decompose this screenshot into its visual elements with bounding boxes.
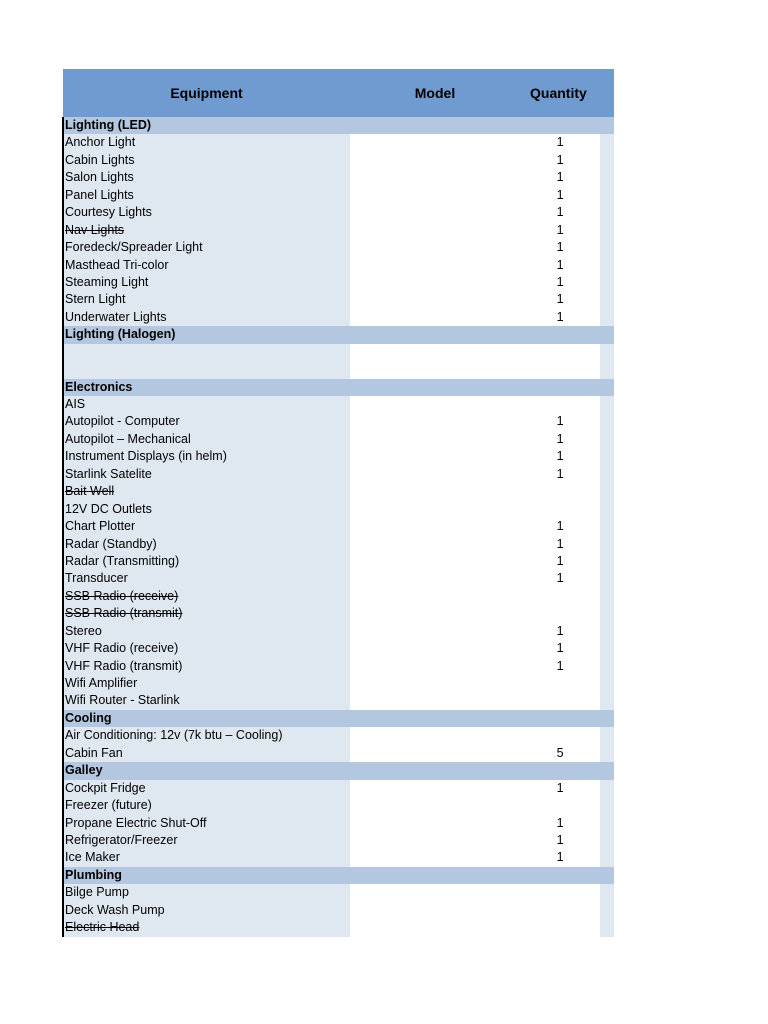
model-cell	[350, 379, 520, 396]
quantity-cell: 1	[520, 187, 600, 204]
model-cell	[350, 187, 520, 204]
filler-cell	[600, 884, 614, 901]
quantity-cell	[520, 867, 600, 884]
table-row	[64, 257, 614, 274]
equipment-cell: Stern Light	[64, 291, 350, 308]
table-row	[64, 884, 614, 901]
quantity-cell: 1	[520, 536, 600, 553]
quantity-cell: 1	[520, 518, 600, 535]
equipment-cell: VHF Radio (receive)	[64, 640, 350, 657]
table-row	[64, 797, 614, 814]
model-cell	[350, 588, 520, 605]
quantity-cell	[520, 501, 600, 518]
quantity-cell	[520, 588, 600, 605]
quantity-cell: 1	[520, 257, 600, 274]
table-row	[64, 832, 614, 849]
model-cell	[350, 326, 520, 343]
quantity-cell	[520, 692, 600, 709]
table-row	[64, 919, 614, 936]
model-cell	[350, 797, 520, 814]
model-cell	[350, 204, 520, 221]
table-body	[62, 117, 614, 937]
equipment-cell: Panel Lights	[64, 187, 350, 204]
quantity-cell	[520, 762, 600, 779]
table-row	[64, 501, 614, 518]
equipment-cell: Underwater Lights	[64, 309, 350, 326]
equipment-cell: VHF Radio (transmit)	[64, 658, 350, 675]
filler-cell	[600, 291, 614, 308]
table-row	[64, 361, 614, 378]
model-cell	[350, 274, 520, 291]
model-cell	[350, 832, 520, 849]
filler-cell	[600, 309, 614, 326]
equipment-cell	[64, 344, 350, 361]
quantity-cell: 1	[520, 204, 600, 221]
section-row	[64, 762, 614, 779]
equipment-cell: Foredeck/Spreader Light	[64, 239, 350, 256]
model-cell	[350, 518, 520, 535]
table-row	[64, 431, 614, 448]
model-cell	[350, 640, 520, 657]
table-row	[64, 849, 614, 866]
table-row	[64, 588, 614, 605]
section-title: Electronics	[64, 379, 350, 396]
model-cell	[350, 413, 520, 430]
table-row	[64, 396, 614, 413]
quantity-cell: 1	[520, 448, 600, 465]
model-cell	[350, 902, 520, 919]
filler-cell	[600, 588, 614, 605]
model-cell	[350, 727, 520, 744]
equipment-cell: Freezer (future)	[64, 797, 350, 814]
quantity-cell: 1	[520, 239, 600, 256]
equipment-cell: Propane Electric Shut-Off	[64, 815, 350, 832]
table-row	[64, 448, 614, 465]
quantity-cell: 1	[520, 832, 600, 849]
model-cell	[350, 448, 520, 465]
equipment-cell: Radar (Transmitting)	[64, 553, 350, 570]
filler-cell	[600, 448, 614, 465]
equipment-cell: Steaming Light	[64, 274, 350, 291]
filler-cell	[600, 902, 614, 919]
equipment-cell	[64, 361, 350, 378]
model-cell	[350, 361, 520, 378]
quantity-cell: 1	[520, 466, 600, 483]
model-cell	[350, 501, 520, 518]
equipment-cell: Salon Lights	[64, 169, 350, 186]
filler-cell	[600, 431, 614, 448]
table-row	[64, 605, 614, 622]
model-cell	[350, 396, 520, 413]
model-cell	[350, 919, 520, 936]
table-row	[64, 727, 614, 744]
model-cell	[350, 536, 520, 553]
table-row	[64, 309, 614, 326]
filler-cell	[600, 710, 614, 727]
quantity-cell: 1	[520, 274, 600, 291]
quantity-cell: 1	[520, 152, 600, 169]
model-cell	[350, 692, 520, 709]
quantity-cell	[520, 379, 600, 396]
section-title: Galley	[64, 762, 350, 779]
filler-cell	[600, 396, 614, 413]
filler-cell	[600, 815, 614, 832]
equipment-cell: Nav Lights	[64, 222, 350, 239]
quantity-cell	[520, 902, 600, 919]
table-row	[64, 570, 614, 587]
table-row	[64, 692, 614, 709]
model-cell	[350, 117, 520, 134]
filler-cell	[600, 152, 614, 169]
model-cell	[350, 344, 520, 361]
filler-cell	[600, 849, 614, 866]
equipment-cell: 12V DC Outlets	[64, 501, 350, 518]
quantity-cell: 1	[520, 640, 600, 657]
equipment-cell: Courtesy Lights	[64, 204, 350, 221]
table-row	[64, 623, 614, 640]
model-cell	[350, 605, 520, 622]
filler-cell	[600, 797, 614, 814]
filler-cell	[600, 483, 614, 500]
table-row	[64, 134, 614, 151]
quantity-cell: 1	[520, 553, 600, 570]
equipment-cell: Chart Plotter	[64, 518, 350, 535]
model-cell	[350, 675, 520, 692]
table-row	[64, 640, 614, 657]
table-row	[64, 152, 614, 169]
model-cell	[350, 884, 520, 901]
equipment-cell: Wifi Router - Starlink	[64, 692, 350, 709]
model-cell	[350, 570, 520, 587]
section-row	[64, 117, 614, 134]
filler-cell	[600, 762, 614, 779]
equipment-cell: AIS	[64, 396, 350, 413]
quantity-cell	[520, 919, 600, 936]
filler-cell	[600, 326, 614, 343]
table-row	[64, 745, 614, 762]
model-cell	[350, 466, 520, 483]
equipment-cell: Instrument Displays (in helm)	[64, 448, 350, 465]
filler-cell	[600, 832, 614, 849]
quantity-cell: 1	[520, 780, 600, 797]
filler-cell	[600, 745, 614, 762]
quantity-cell	[520, 884, 600, 901]
filler-cell	[600, 640, 614, 657]
section-title: Lighting (Halogen)	[64, 326, 350, 343]
table-row	[64, 344, 614, 361]
quantity-cell	[520, 727, 600, 744]
table-row	[64, 658, 614, 675]
quantity-cell	[520, 605, 600, 622]
quantity-cell	[520, 396, 600, 413]
header-equipment: Equipment	[170, 85, 243, 101]
filler-cell	[600, 780, 614, 797]
equipment-cell: Air Conditioning: 12v (7k btu – Cooling)	[64, 727, 350, 744]
filler-cell	[600, 553, 614, 570]
quantity-cell: 1	[520, 413, 600, 430]
table-row	[64, 291, 614, 308]
quantity-cell: 1	[520, 309, 600, 326]
filler-cell	[600, 361, 614, 378]
equipment-cell: Transducer	[64, 570, 350, 587]
table-row	[64, 553, 614, 570]
filler-cell	[600, 239, 614, 256]
model-cell	[350, 169, 520, 186]
model-cell	[350, 553, 520, 570]
quantity-cell: 5	[520, 745, 600, 762]
table-row	[64, 902, 614, 919]
equipment-cell: SSB Radio (receive)	[64, 588, 350, 605]
quantity-cell	[520, 117, 600, 134]
model-cell	[350, 780, 520, 797]
model-cell	[350, 431, 520, 448]
equipment-cell: Wifi Amplifier	[64, 675, 350, 692]
model-cell	[350, 867, 520, 884]
equipment-cell: Autopilot – Mechanical	[64, 431, 350, 448]
equipment-cell: SSB Radio (transmit)	[64, 605, 350, 622]
section-row	[64, 379, 614, 396]
quantity-cell: 1	[520, 291, 600, 308]
quantity-cell	[520, 344, 600, 361]
model-cell	[350, 745, 520, 762]
equipment-cell: Refrigerator/Freezer	[64, 832, 350, 849]
model-cell	[350, 710, 520, 727]
filler-cell	[600, 692, 614, 709]
model-cell	[350, 257, 520, 274]
section-title: Lighting (LED)	[64, 117, 350, 134]
equipment-cell: Anchor Light	[64, 134, 350, 151]
filler-cell	[600, 623, 614, 640]
filler-cell	[600, 727, 614, 744]
model-cell	[350, 762, 520, 779]
quantity-cell	[520, 361, 600, 378]
model-cell	[350, 291, 520, 308]
filler-cell	[600, 274, 614, 291]
model-cell	[350, 239, 520, 256]
model-cell	[350, 815, 520, 832]
table-row	[64, 274, 614, 291]
section-title: Cooling	[64, 710, 350, 727]
model-cell	[350, 309, 520, 326]
model-cell	[350, 623, 520, 640]
table-row	[64, 169, 614, 186]
section-row	[64, 710, 614, 727]
filler-cell	[600, 570, 614, 587]
filler-cell	[600, 413, 614, 430]
quantity-cell: 1	[520, 623, 600, 640]
filler-cell	[600, 518, 614, 535]
table-header	[63, 69, 614, 117]
equipment-cell: Cockpit Fridge	[64, 780, 350, 797]
quantity-cell	[520, 797, 600, 814]
model-cell	[350, 849, 520, 866]
model-cell	[350, 152, 520, 169]
filler-cell	[600, 536, 614, 553]
header-quantity: Quantity	[530, 85, 587, 101]
table-row	[64, 204, 614, 221]
equipment-cell: Stereo	[64, 623, 350, 640]
filler-cell	[600, 605, 614, 622]
model-cell	[350, 134, 520, 151]
filler-cell	[600, 501, 614, 518]
quantity-cell	[520, 326, 600, 343]
section-title: Plumbing	[64, 867, 350, 884]
quantity-cell	[520, 710, 600, 727]
table-row	[64, 780, 614, 797]
equipment-cell: Ice Maker	[64, 849, 350, 866]
filler-cell	[600, 344, 614, 361]
equipment-cell: Cabin Fan	[64, 745, 350, 762]
equipment-table	[63, 69, 614, 937]
table-row	[64, 518, 614, 535]
table-row	[64, 675, 614, 692]
equipment-cell: Starlink Satelite	[64, 466, 350, 483]
equipment-cell: Deck Wash Pump	[64, 902, 350, 919]
quantity-cell: 1	[520, 849, 600, 866]
equipment-cell: Bilge Pump	[64, 884, 350, 901]
quantity-cell: 1	[520, 815, 600, 832]
section-row	[64, 867, 614, 884]
quantity-cell	[520, 483, 600, 500]
equipment-cell: Autopilot - Computer	[64, 413, 350, 430]
filler-cell	[600, 658, 614, 675]
filler-cell	[600, 169, 614, 186]
filler-cell	[600, 187, 614, 204]
quantity-cell: 1	[520, 570, 600, 587]
equipment-cell: Masthead Tri-color	[64, 257, 350, 274]
model-cell	[350, 658, 520, 675]
filler-cell	[600, 117, 614, 134]
filler-cell	[600, 222, 614, 239]
filler-cell	[600, 675, 614, 692]
quantity-cell: 1	[520, 431, 600, 448]
quantity-cell: 1	[520, 134, 600, 151]
section-row	[64, 326, 614, 343]
filler-cell	[600, 867, 614, 884]
filler-cell	[600, 134, 614, 151]
table-row	[64, 815, 614, 832]
table-row	[64, 187, 614, 204]
equipment-cell: Bait Well	[64, 483, 350, 500]
equipment-cell: Cabin Lights	[64, 152, 350, 169]
table-row	[64, 413, 614, 430]
filler-cell	[600, 919, 614, 936]
equipment-cell: Radar (Standby)	[64, 536, 350, 553]
filler-cell	[600, 466, 614, 483]
table-row	[64, 466, 614, 483]
table-row	[64, 483, 614, 500]
model-cell	[350, 483, 520, 500]
quantity-cell: 1	[520, 169, 600, 186]
filler-cell	[600, 257, 614, 274]
filler-cell	[600, 204, 614, 221]
model-cell	[350, 222, 520, 239]
equipment-cell: Electric Head	[64, 919, 350, 936]
quantity-cell	[520, 675, 600, 692]
table-row	[64, 239, 614, 256]
quantity-cell: 1	[520, 658, 600, 675]
table-row	[64, 536, 614, 553]
filler-cell	[600, 379, 614, 396]
header-model: Model	[414, 85, 456, 101]
quantity-cell: 1	[520, 222, 600, 239]
table-row	[64, 222, 614, 239]
